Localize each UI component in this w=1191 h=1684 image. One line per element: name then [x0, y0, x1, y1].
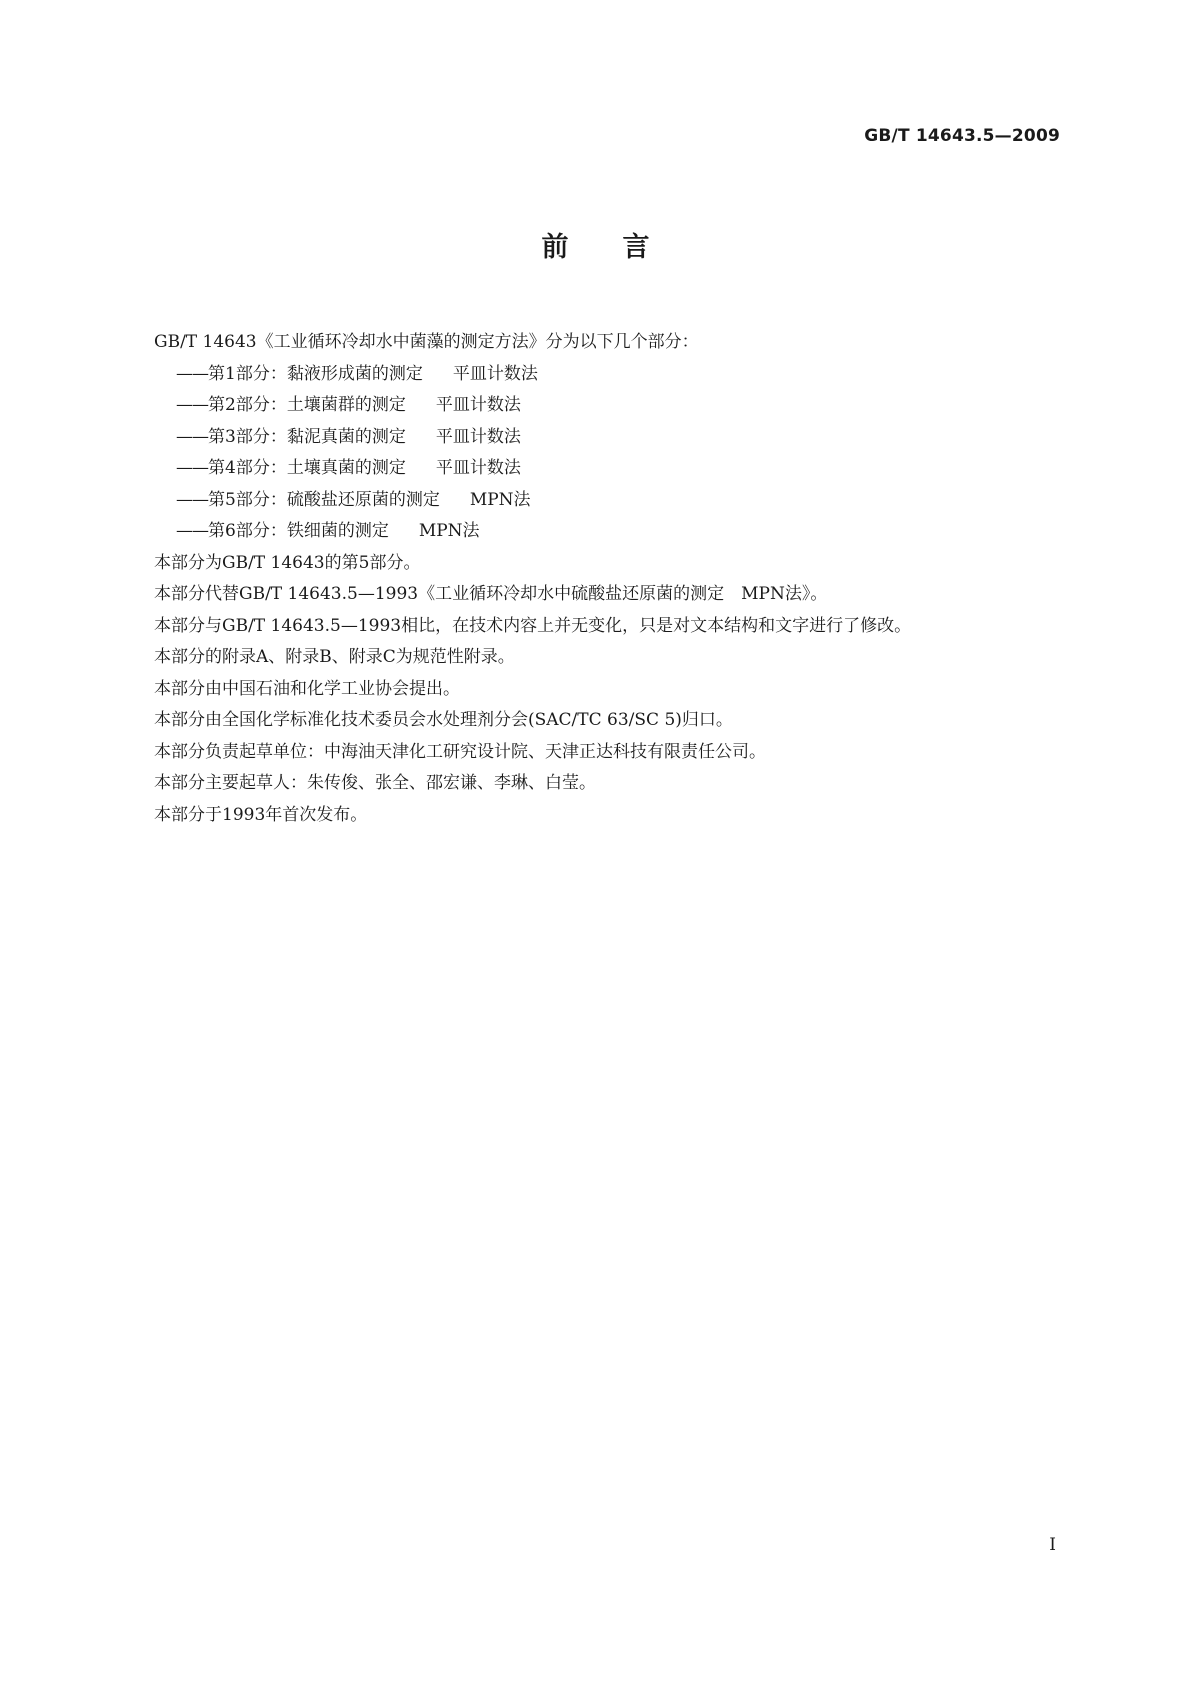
- part-method: 平皿计数法: [435, 395, 521, 415]
- part-name: 第1部分：黏液形成菌的测定: [208, 363, 423, 384]
- paragraph-proposed-by: 本部分由中国石油和化学工业协会提出。: [154, 678, 460, 699]
- list-item: ——第3部分：黏泥真菌的测定 平皿计数法: [176, 426, 521, 447]
- paragraph-first-issue: 本部分于1993年首次发布。: [154, 804, 368, 825]
- paragraph-replaces: 本部分代替GB/T 14643.5—1993《工业循环冷却水中硫酸盐还原菌的测定 MPN法》。: [154, 584, 828, 604]
- list-item: ——第1部分：黏液形成菌的测定 平皿计数法: [176, 363, 538, 384]
- paragraph-annexes: 本部分的附录A、附录B、附录C为规范性附录。: [154, 647, 515, 667]
- parts-list: [120, 359, 1063, 548]
- page-title: 前言: [541, 232, 704, 263]
- part-name: 第2部分：土壤菌群的测定: [208, 395, 406, 415]
- paragraph-part-statement: 本部分为GB/T 14643的第5部分。: [154, 552, 421, 573]
- list-item: ——第4部分：土壤真菌的测定 平皿计数法: [176, 458, 521, 478]
- part-name: 第3部分：黏泥真菌的测定: [208, 426, 406, 447]
- foreword-body: [120, 327, 1063, 831]
- part-method: MPN法: [418, 521, 480, 541]
- part-name: 第4部分：土壤真菌的测定: [208, 458, 406, 478]
- part-method: MPN法: [469, 489, 531, 510]
- part-name: 第6部分：铁细菌的测定: [208, 521, 389, 541]
- page-number: I: [1049, 1535, 1056, 1555]
- standard-code: GB/T 14643.5—2009: [864, 126, 1060, 146]
- intro-paragraph: GB/T 14643《工业循环冷却水中菌藻的测定方法》分为以下几个部分：: [154, 332, 699, 352]
- list-item: ——第2部分：土壤菌群的测定 平皿计数法: [176, 395, 521, 415]
- part-method: 平皿计数法: [452, 363, 538, 384]
- paragraph-committee: 本部分由全国化学标准化技术委员会水处理剂分会(SAC/TC 63/SC 5)归口。: [154, 710, 733, 730]
- paragraph-comparison: 本部分与GB/T 14643.5—1993相比，在技术内容上并无变化，只是对文本结构和文字进行了修改。: [154, 615, 912, 636]
- paragraph-drafters: 本部分主要起草人：朱传俊、张全、邵宏谦、李琳、白莹。: [154, 773, 596, 793]
- part-method: 平皿计数法: [435, 458, 521, 478]
- part-name: 第5部分：硫酸盐还原菌的测定: [208, 489, 440, 510]
- list-item: ——第5部分：硫酸盐还原菌的测定 MPN法: [176, 489, 531, 510]
- list-item: ——第6部分：铁细菌的测定 MPN法: [176, 521, 480, 541]
- paragraph-drafting-units: 本部分负责起草单位：中海油天津化工研究设计院、天津正达科技有限责任公司。: [154, 741, 766, 762]
- part-method: 平皿计数法: [435, 426, 521, 447]
